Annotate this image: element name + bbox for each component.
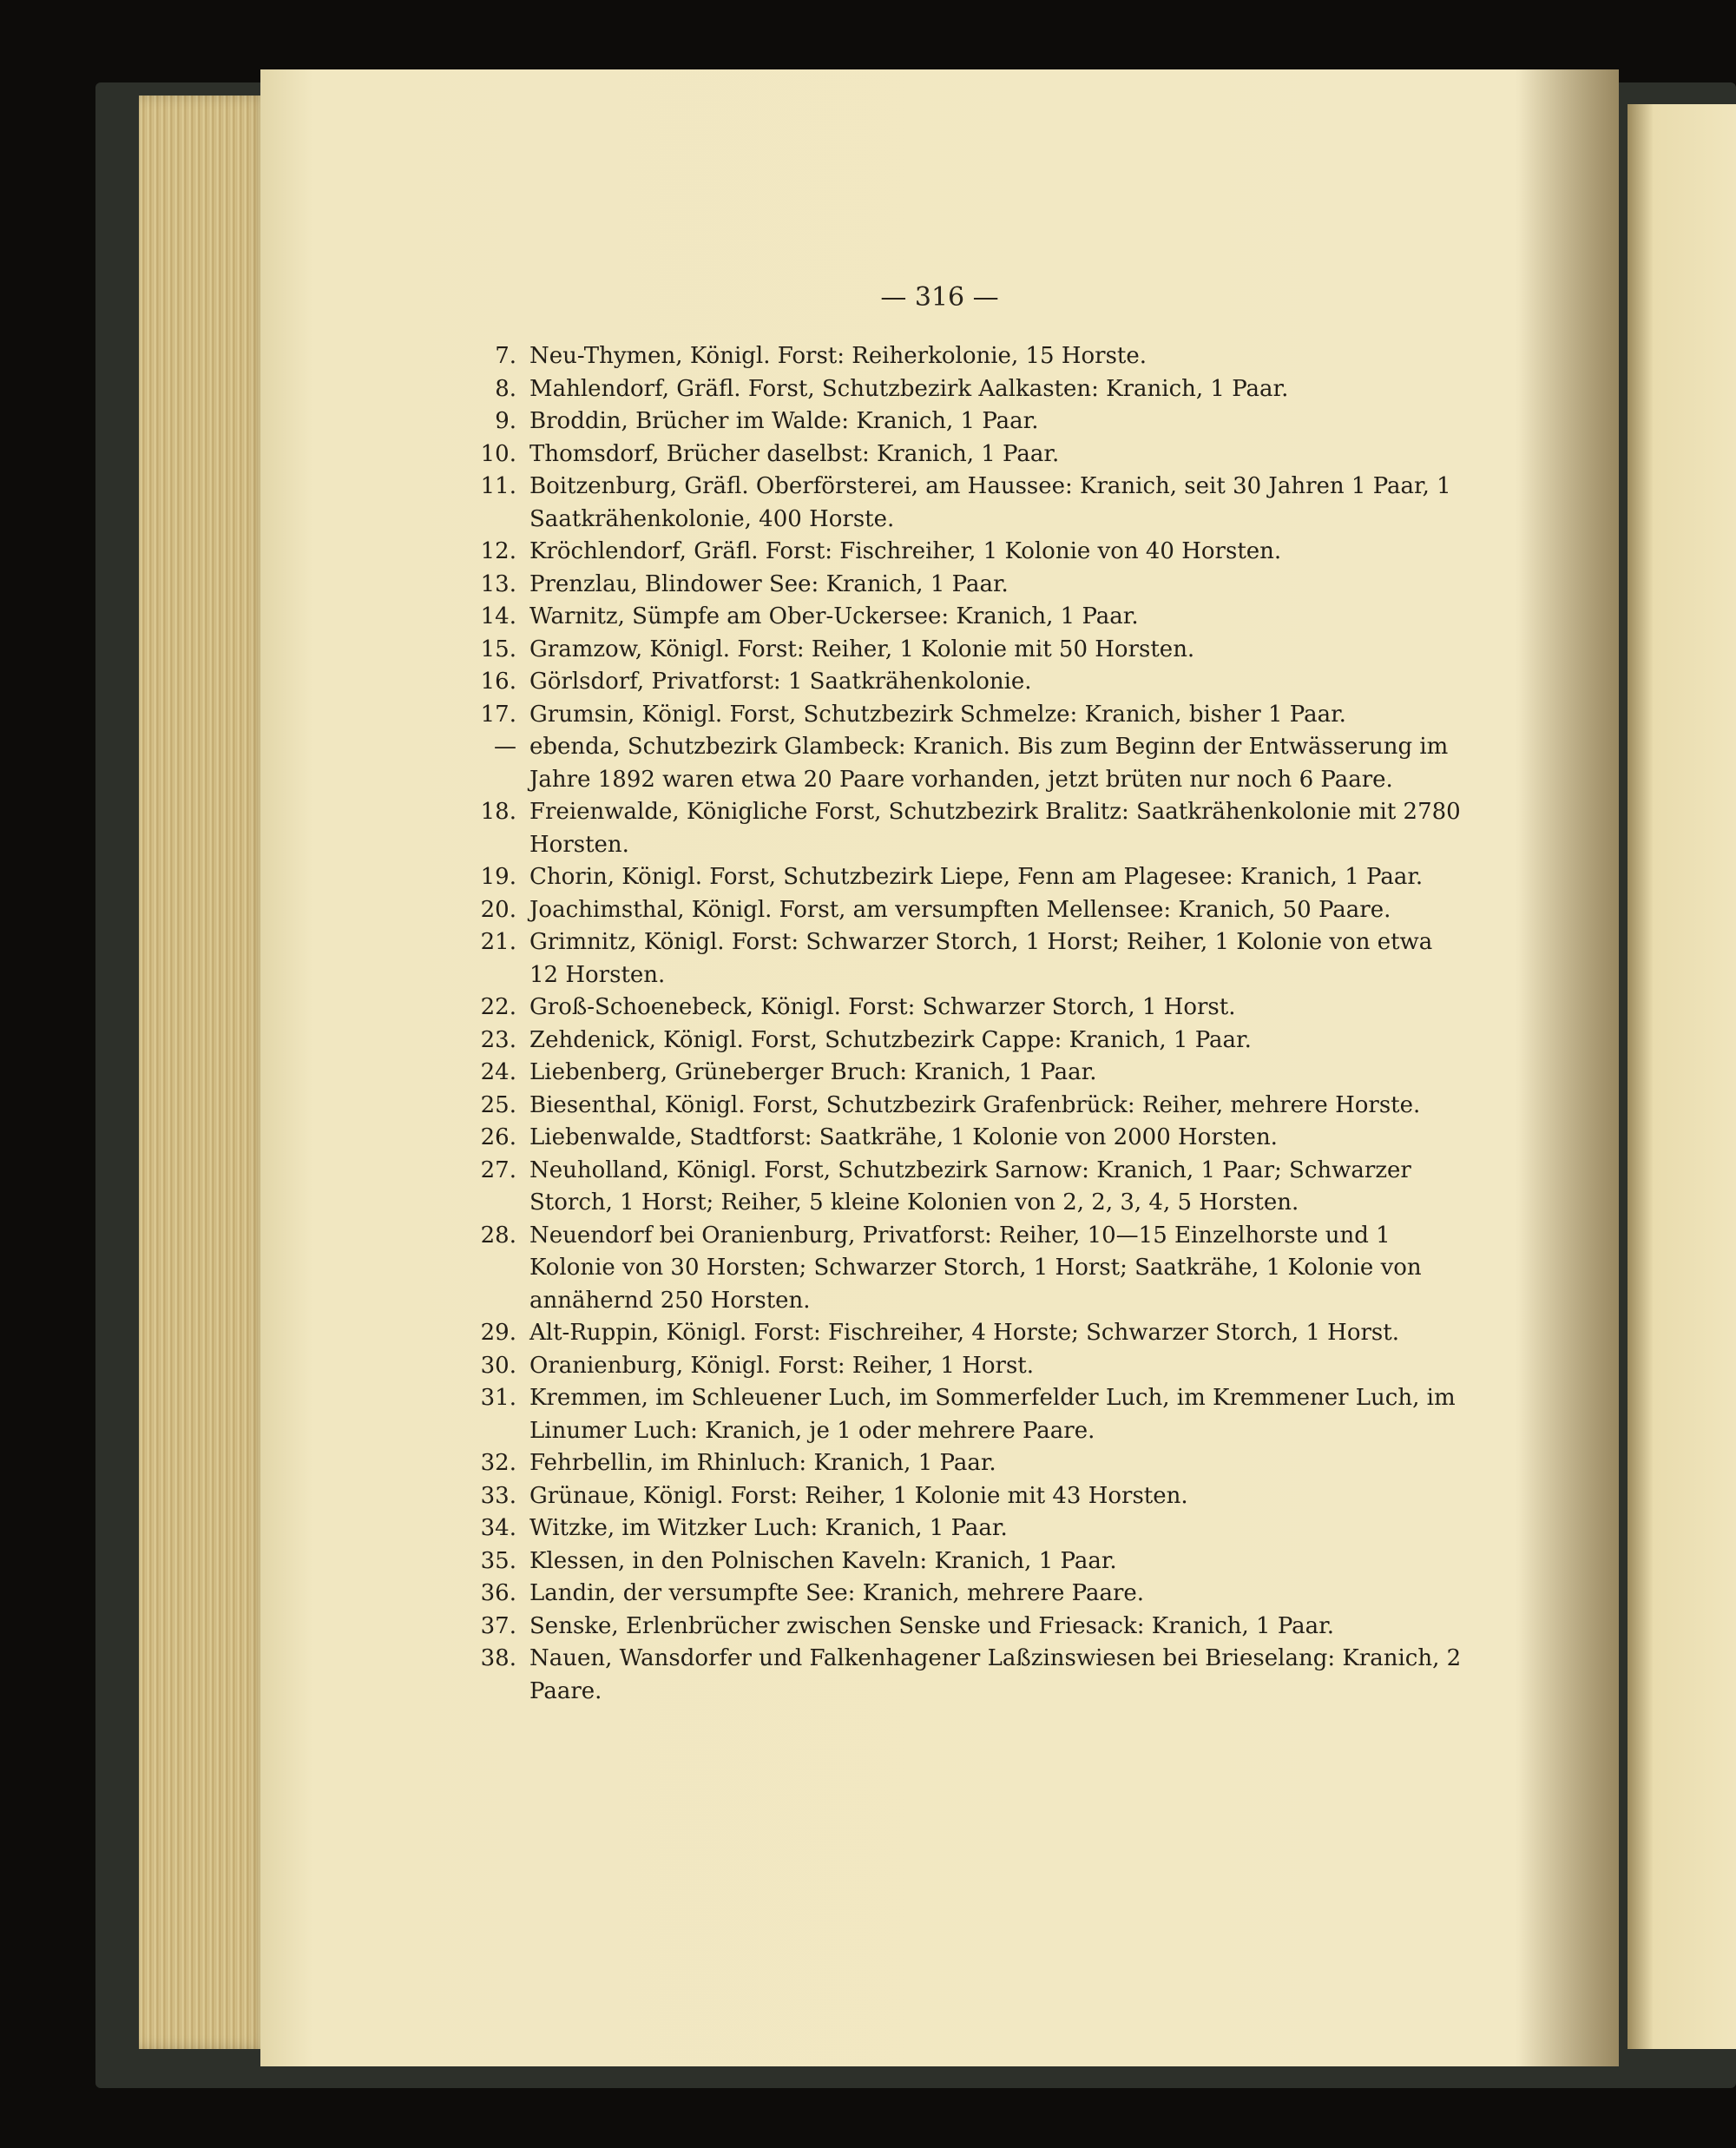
entry-text: Witzke, im Witzker Luch: Kranich, 1 Paar. (529, 1515, 1008, 1541)
entry-text: Chorin, Königl. Forst, Schutzbezirk Liepe, Fenn am Plagesee: Kranich, 1 Paar. (529, 864, 1424, 890)
entry-number: 19. (480, 864, 516, 890)
list-item (477, 405, 1463, 438)
entry-text: Alt-Ruppin, Königl. Forst: Fischreiher, 4 Horste; Schwarzer Storch, 1 Horst. (529, 1320, 1399, 1346)
entry-number: 30. (480, 1352, 516, 1379)
entry-number: 31. (480, 1385, 516, 1411)
list-item (477, 1447, 1463, 1480)
list-item (477, 1155, 1463, 1220)
facing-page (1628, 104, 1736, 2049)
entry-number: 23. (480, 1026, 516, 1053)
list-item (477, 1317, 1463, 1350)
entry-number: 38. (480, 1645, 516, 1671)
entry-number: 11. (480, 473, 516, 499)
entry-number: 9. (495, 408, 516, 434)
list-item (477, 634, 1463, 667)
list-item (477, 471, 1463, 536)
list-item (477, 1545, 1463, 1578)
entry-text: Grimnitz, Königl. Forst: Schwarzer Storch, 1 Horst; Reiher, 1 Kolonie von etwa 12 Horsten. (529, 929, 1433, 988)
page-number: — 316 — (880, 282, 999, 313)
entry-text: ebenda, Schutzbezirk Glambeck: Kranich. Bis zum Beginn der Entwässerung im Jahre 1892 waren etwa 20 Paare vorhanden, jetzt brüten nur noch 6 Paare. (529, 734, 1449, 793)
list-item (477, 438, 1463, 471)
entry-text: Biesenthal, Königl. Forst, Schutzbezirk Grafenbrück: Reiher, mehrere Horste. (529, 1091, 1421, 1118)
list-item (477, 796, 1463, 861)
list-item (477, 340, 1463, 373)
entry-text: Kremmen, im Schleuener Luch, im Sommerfelder Luch, im Kremmener Luch, im Linumer Luch: Kranich, je 1 oder mehrere Paare. (529, 1385, 1456, 1444)
entry-number: 8. (495, 375, 516, 402)
entry-number: 17. (480, 701, 516, 728)
list-item (477, 1057, 1463, 1090)
entry-number: 15. (480, 636, 516, 662)
list-item (477, 666, 1463, 699)
list-item (477, 1350, 1463, 1383)
entry-number: 21. (480, 929, 516, 955)
list-item (477, 536, 1463, 569)
entry-text: Broddin, Brücher im Walde: Kranich, 1 Paar. (529, 408, 1039, 434)
entry-number: 29. (480, 1320, 516, 1346)
entry-text: Neuendorf bei Oranienburg, Privatforst: Reiher, 10—15 Einzelhorste und 1 Kolonie von 30 Horsten; Schwarzer Storch, 1 Horst; Saatkrähe, 1 Kolonie von annähernd 250 Horsten. (529, 1222, 1422, 1314)
entry-number: 24. (480, 1059, 516, 1085)
list-item (477, 373, 1463, 406)
entry-text: Neu-Thymen, Königl. Forst: Reiherkolonie, 15 Horste. (529, 343, 1147, 369)
entry-text: Neuholland, Königl. Forst, Schutzbezirk Sarnow: Kranich, 1 Paar; Schwarzer Storch, 1 Horst; Reiher, 5 kleine Kolonien von 2, 2, 3, 4, 5 Horsten. (529, 1156, 1411, 1216)
list-item (477, 1122, 1463, 1155)
entry-text: Senske, Erlenbrücher zwischen Senske und Friesack: Kranich, 1 Paar. (529, 1612, 1334, 1639)
entry-text: Prenzlau, Blindower See: Kranich, 1 Paar. (529, 570, 1009, 597)
entry-number: 27. (480, 1156, 516, 1183)
entry-number: 10. (480, 440, 516, 467)
entry-text: Warnitz, Sümpfe am Ober-Uckersee: Kranich, 1 Paar. (529, 603, 1139, 629)
list-item (477, 569, 1463, 602)
entry-number: 36. (480, 1580, 516, 1606)
entry-text: Thomsdorf, Brücher daselbst: Kranich, 1 Paar. (529, 440, 1060, 467)
entry-number: 16. (480, 669, 516, 695)
entry-number: 13. (480, 570, 516, 597)
entry-text: Mahlendorf, Gräfl. Forst, Schutzbezirk Aalkasten: Kranich, 1 Paar. (529, 375, 1289, 402)
entry-text: Grumsin, Königl. Forst, Schutzbezirk Schmelze: Kranich, bisher 1 Paar. (529, 701, 1346, 728)
entry-text: Groß-Schoenebeck, Königl. Forst: Schwarzer Storch, 1 Horst. (529, 994, 1236, 1020)
entry-number: 12. (480, 538, 516, 564)
list-item (477, 1611, 1463, 1644)
list-item (477, 894, 1463, 927)
entry-text: Oranienburg, Königl. Forst: Reiher, 1 Horst. (529, 1352, 1035, 1379)
entry-number: 14. (480, 603, 516, 629)
entry-number: 37. (480, 1612, 516, 1639)
entry-text: Gramzow, Königl. Forst: Reiher, 1 Kolonie mit 50 Horsten. (529, 636, 1195, 662)
entry-text: Görlsdorf, Privatforst: 1 Saatkrähenkolonie. (529, 669, 1032, 695)
entry-number: 20. (480, 896, 516, 923)
entry-text: Boitzenburg, Gräfl. Oberförsterei, am Haussee: Kranich, seit 30 Jahren 1 Paar, 1 Saatkrähenkolonie, 400 Horste. (529, 473, 1451, 532)
entry-number: 34. (480, 1515, 516, 1541)
list-item (477, 1382, 1463, 1447)
list-item (477, 1480, 1463, 1513)
list-item (477, 731, 1463, 796)
entry-number: 18. (480, 799, 516, 825)
entry-number: 33. (480, 1482, 516, 1509)
entry-number: 25. (480, 1091, 516, 1118)
page-edges (139, 96, 269, 2049)
book-page (260, 69, 1619, 2066)
entry-number: 7. (495, 343, 516, 369)
entry-number: 22. (480, 994, 516, 1020)
entry-text: Nauen, Wansdorfer und Falkenhagener Laßzinswiesen bei Brieselang: Kranich, 2 Paare. (529, 1645, 1462, 1704)
list-item (477, 1578, 1463, 1611)
list-item (477, 601, 1463, 634)
list-item (477, 926, 1463, 992)
entry-text: Liebenwalde, Stadtforst: Saatkrähe, 1 Kolonie von 2000 Horsten. (529, 1124, 1278, 1150)
entry-number: — (494, 734, 516, 760)
entry-text: Fehrbellin, im Rhinluch: Kranich, 1 Paar. (529, 1450, 996, 1476)
list-item (477, 992, 1463, 1025)
gutter-shadow (1515, 69, 1619, 2066)
entry-text: Zehdenick, Königl. Forst, Schutzbezirk Cappe: Kranich, 1 Paar. (529, 1026, 1252, 1053)
list-item (477, 1025, 1463, 1058)
entry-text: Klessen, in den Polnischen Kaveln: Kranich, 1 Paar. (529, 1547, 1117, 1574)
list-item (477, 1090, 1463, 1123)
list-item (477, 1220, 1463, 1318)
entry-text: Kröchlendorf, Gräfl. Forst: Fischreiher, 1 Kolonie von 40 Horsten. (529, 538, 1282, 564)
entry-text: Liebenberg, Grüneberger Bruch: Kranich, 1 Paar. (529, 1059, 1097, 1085)
entry-number: 32. (480, 1450, 516, 1476)
list-item (477, 699, 1463, 732)
entry-number: 28. (480, 1222, 516, 1249)
entry-text: Freienwalde, Königliche Forst, Schutzbezirk Bralitz: Saatkrähenkolonie mit 2780 Horsten. (529, 799, 1461, 858)
entry-text: Landin, der versumpfte See: Kranich, mehrere Paare. (529, 1580, 1145, 1606)
list-item (477, 1643, 1463, 1708)
entry-text: Grünaue, Königl. Forst: Reiher, 1 Kolonie mit 43 Horsten. (529, 1482, 1188, 1509)
list-item (477, 861, 1463, 894)
entry-number: 26. (480, 1124, 516, 1150)
entry-number: 35. (480, 1547, 516, 1574)
entry-text: Joachimsthal, Königl. Forst, am versumpften Mellensee: Kranich, 50 Paare. (529, 896, 1391, 923)
list-item (477, 1512, 1463, 1545)
entry-list (477, 340, 1463, 1708)
